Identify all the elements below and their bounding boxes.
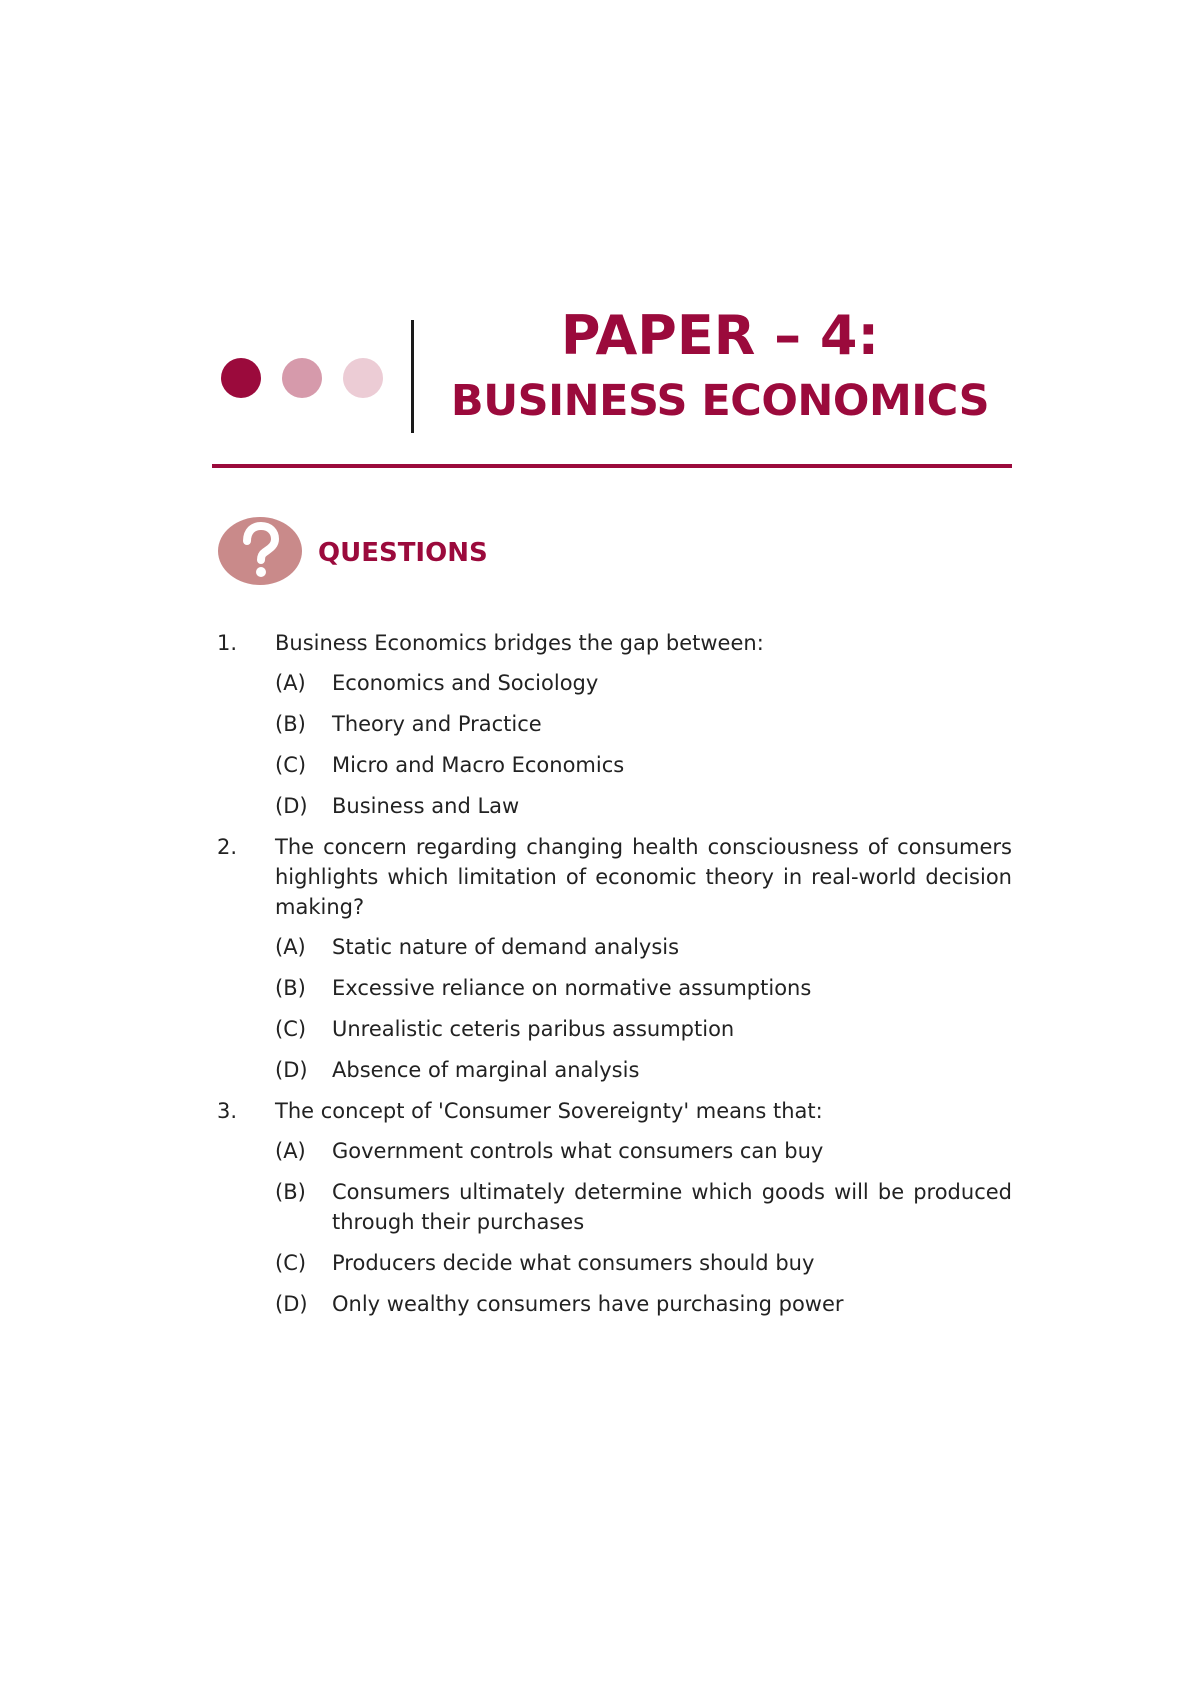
question-list [217, 628, 1012, 1330]
option-text: Only wealthy consumers have purchasing power [332, 1292, 844, 1316]
section-heading: QUESTIONS [318, 538, 488, 568]
option-label: (D) [275, 1292, 308, 1316]
option-text: Producers decide what consumers should buy [332, 1251, 815, 1275]
dot-medium-icon [282, 358, 322, 398]
option-label: (A) [275, 935, 306, 959]
question-number: 1. [217, 631, 238, 655]
option-text: Absence of marginal analysis [332, 1058, 640, 1082]
option-text: Micro and Macro Economics [332, 753, 625, 777]
question-text: The concern regarding changing health consciousness of consumers highlights which limitation of economic theory in real-world decision making? [275, 835, 1012, 919]
option-b [275, 973, 1012, 1003]
option-label: (B) [275, 976, 306, 1000]
option-label: (A) [275, 671, 306, 695]
option-d [275, 791, 1012, 821]
option-d [275, 1055, 1012, 1085]
option-c [275, 750, 1012, 780]
option-b [275, 709, 1012, 739]
option-text: Unrealistic ceteris paribus assumption [332, 1017, 735, 1041]
option-label: (D) [275, 794, 308, 818]
option-text: Excessive reliance on normative assumptions [332, 976, 812, 1000]
option-label: (D) [275, 1058, 308, 1082]
question-number: 2. [217, 835, 238, 859]
option-a [275, 1136, 1012, 1166]
question-number: 3. [217, 1099, 238, 1123]
option-label: (C) [275, 753, 307, 777]
question-text: The concept of 'Consumer Sovereignty' means that: [275, 1099, 823, 1123]
option-a [275, 668, 1012, 698]
question-mark-icon [217, 515, 303, 587]
option-label: (B) [275, 1180, 306, 1204]
option-b [275, 1177, 1012, 1237]
decorative-dots [221, 358, 391, 400]
option-d [275, 1289, 1012, 1319]
option-text: Business and Law [332, 794, 520, 818]
option-label: (C) [275, 1251, 307, 1275]
option-label: (A) [275, 1139, 306, 1163]
paper-title: PAPER – 4: [560, 304, 880, 367]
dot-dark-icon [221, 358, 261, 398]
paper-subject: BUSINESS ECONOMICS [450, 376, 990, 426]
option-text: Theory and Practice [332, 712, 542, 736]
question-1 [217, 628, 1012, 821]
dot-light-icon [343, 358, 383, 398]
header-rule [212, 464, 1012, 468]
option-label: (C) [275, 1017, 307, 1041]
option-c [275, 1248, 1012, 1278]
question-3 [217, 1096, 1012, 1319]
option-text: Government controls what consumers can buy [332, 1139, 824, 1163]
option-text: Static nature of demand analysis [332, 935, 680, 959]
question-2 [217, 832, 1012, 1085]
question-text: Business Economics bridges the gap between: [275, 631, 764, 655]
option-text: Consumers ultimately determine which goods will be produced through their purchases [332, 1180, 1012, 1234]
option-a [275, 932, 1012, 962]
option-label: (B) [275, 712, 306, 736]
option-c [275, 1014, 1012, 1044]
option-text: Economics and Sociology [332, 671, 599, 695]
header-divider [411, 320, 414, 433]
